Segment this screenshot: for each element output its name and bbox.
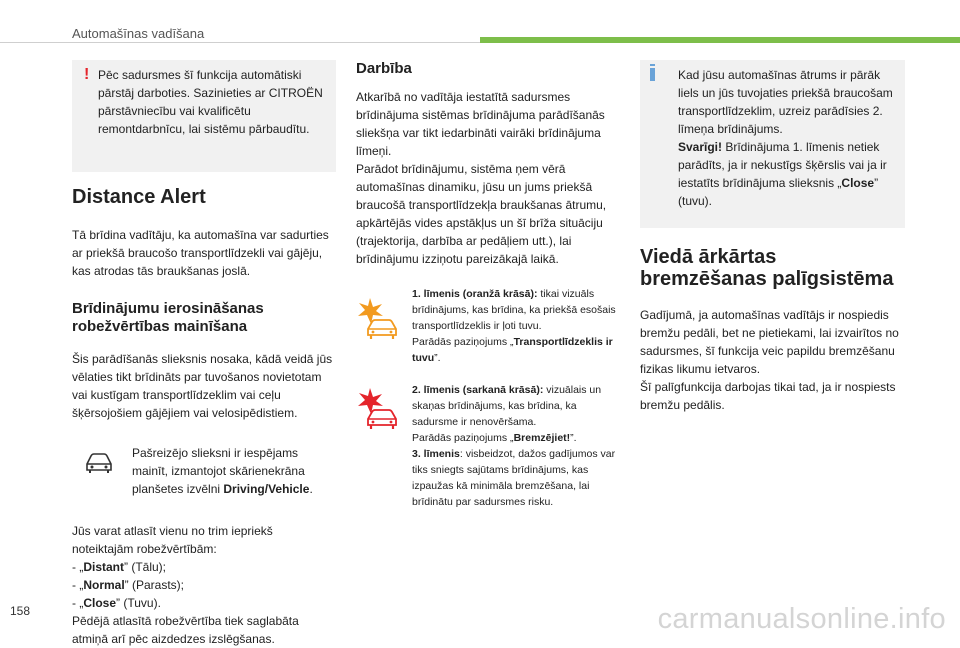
- emergency-body-2: Šī palīgfunkcija darbojas tikai tad, ja ir nospiests bremžu pedālis.: [640, 380, 896, 412]
- list-item: - „Close” (Tuvu).: [72, 596, 161, 610]
- header-accent-bar: [480, 37, 960, 43]
- list-item: - „Normal” (Parasts);: [72, 578, 185, 592]
- column-middle: [356, 60, 621, 510]
- threshold-title-line2: robežvērtības mainīšana: [72, 318, 248, 335]
- warning-note: [72, 60, 336, 172]
- threshold-body: Šis parādīšanās slieksnis nosaka, kādā veidā jūs vēlaties tikt brīdināts par tuvošanos novietotam vai kustīgam transportlīdzeklim vai ceļu šķērsojošiem gājējiem vai velosipēdistiem.: [72, 352, 333, 420]
- menu-path: Driving/Vehicle: [223, 482, 310, 496]
- page-section-title: Automašīnas vadīšana: [72, 26, 205, 41]
- warning-text: Pēc sadursmes šī funkcija automātiski pārstāj darboties. Sazinieties ar CITROËN pārstāvniecību vai kvalificētu remontdarbnīcu, lai sistēmu pārbaudītu.: [98, 68, 323, 136]
- operation-body-2: Parādot brīdinājumu, sistēma ņem vērā automašīnas dinamiku, jūsu un jums priekšā braucošā transportlīdzekļa braukšanas ātrumu, apkārtējās vides apstākļus un šī brīža situāciju (trajektorija, darbība ar pedāļiem utt.), lai brīdinājumu izziņotu pareizākajā laikā.: [356, 162, 607, 266]
- alert-level-1-text: 1. līmenis (oranžā krāsā): tikai vizuāls brīdinājums, kas brīdina, ka priekšā esošais transportlīdzeklis ir ļoti tuvu. Parādās paziņojums „Transportlīdzeklis ir tuvu”.: [412, 288, 616, 364]
- operation-body-1: Atkarībā no vadītāja iestatītā sadursmes brīdinājuma sistēmas brīdinājuma parādīšanās sliekšņa var tikt iedarbināti vairāki brīdinājuma līmeņi.: [356, 90, 605, 158]
- distance-alert-title: Distance Alert: [72, 186, 206, 208]
- info-icon: [650, 68, 655, 81]
- thresholds-list: [72, 558, 336, 612]
- page-number: 158: [10, 604, 31, 618]
- watermark: carmanualsonline.info: [657, 603, 946, 635]
- tablet-note: [72, 444, 336, 500]
- last-threshold-note: Pēdējā atlasītā robežvērtība tiek saglabāta atmiņā arī pēc aizdedzes izslēgšanas.: [72, 614, 299, 646]
- red-collision-icon: [356, 386, 406, 432]
- threshold-title: [72, 300, 336, 336]
- emergency-body-1: Gadījumā, ja automašīnas vadītājs ir nospiedis bremžu pedāli, bet ne pietiekami, lai izvairītos no sadursmes, šī funkcija veic papildu bremzēšanu fizikas likumu ietvaros.: [640, 308, 899, 376]
- info-text: Kad jūsu automašīnas ātrums ir pārāk liels un jūs tuvojaties priekšā braucošam transportlīdzeklim, uzreiz parādīsies 2. līmeņa brīdinājums. Svarīgi! Brīdinājuma 1. līmenis netiek parādīts, ja ir nekustīgs šķērslis vai ja ir iestatīts brīdinājuma slieksnis „Close” (tuvu).: [678, 68, 893, 208]
- column-right: [640, 60, 905, 414]
- threshold-title-line1: Brīdinājumu ierosināšanas: [72, 300, 264, 317]
- column-left: [72, 60, 336, 648]
- tablet-note-text: Pašreizējo slieksni ir iespējams mainīt, izmantojot skārienekrāna planšetes izvēlni Driving/Vehicle.: [132, 446, 313, 496]
- thresholds-intro: Jūs varat atlasīt vienu no trim iepriekš noteiktajām robežvērtībām:: [72, 524, 273, 556]
- alert-level-2-text: 2. līmenis (sarkanā krāsā): vizuālais un skaņas brīdinājums, kas brīdina, ka sadursme ir nenovēršama. Parādās paziņojums „Bremzējiet!”. 3. līmenis: visbeidzot, dažos gadījumos var tiks sniegts sajūtams brīdinājums, kas izpaužas kā minimāla bremzēšana, lai brīdinātu par sadursmes risku.: [412, 384, 616, 508]
- alert-level-1: [356, 286, 621, 366]
- alert-level-2: [356, 382, 621, 510]
- orange-collision-icon: [356, 296, 406, 342]
- operation-title: Darbība: [356, 60, 412, 77]
- warning-icon: !: [84, 66, 90, 83]
- car-settings-icon: [84, 452, 114, 474]
- distance-alert-body: Tā brīdina vadītāju, ka automašīna var sadurties ar priekšā braucošo transportlīdzekli vai gājēju, kas atrodas tās braukšanas joslā.: [72, 228, 329, 278]
- list-item: - „Distant” (Tālu);: [72, 560, 166, 574]
- emergency-braking-title: Viedā ārkārtas bremzēšanas palīgsistēma: [640, 246, 894, 290]
- info-note: [640, 60, 905, 228]
